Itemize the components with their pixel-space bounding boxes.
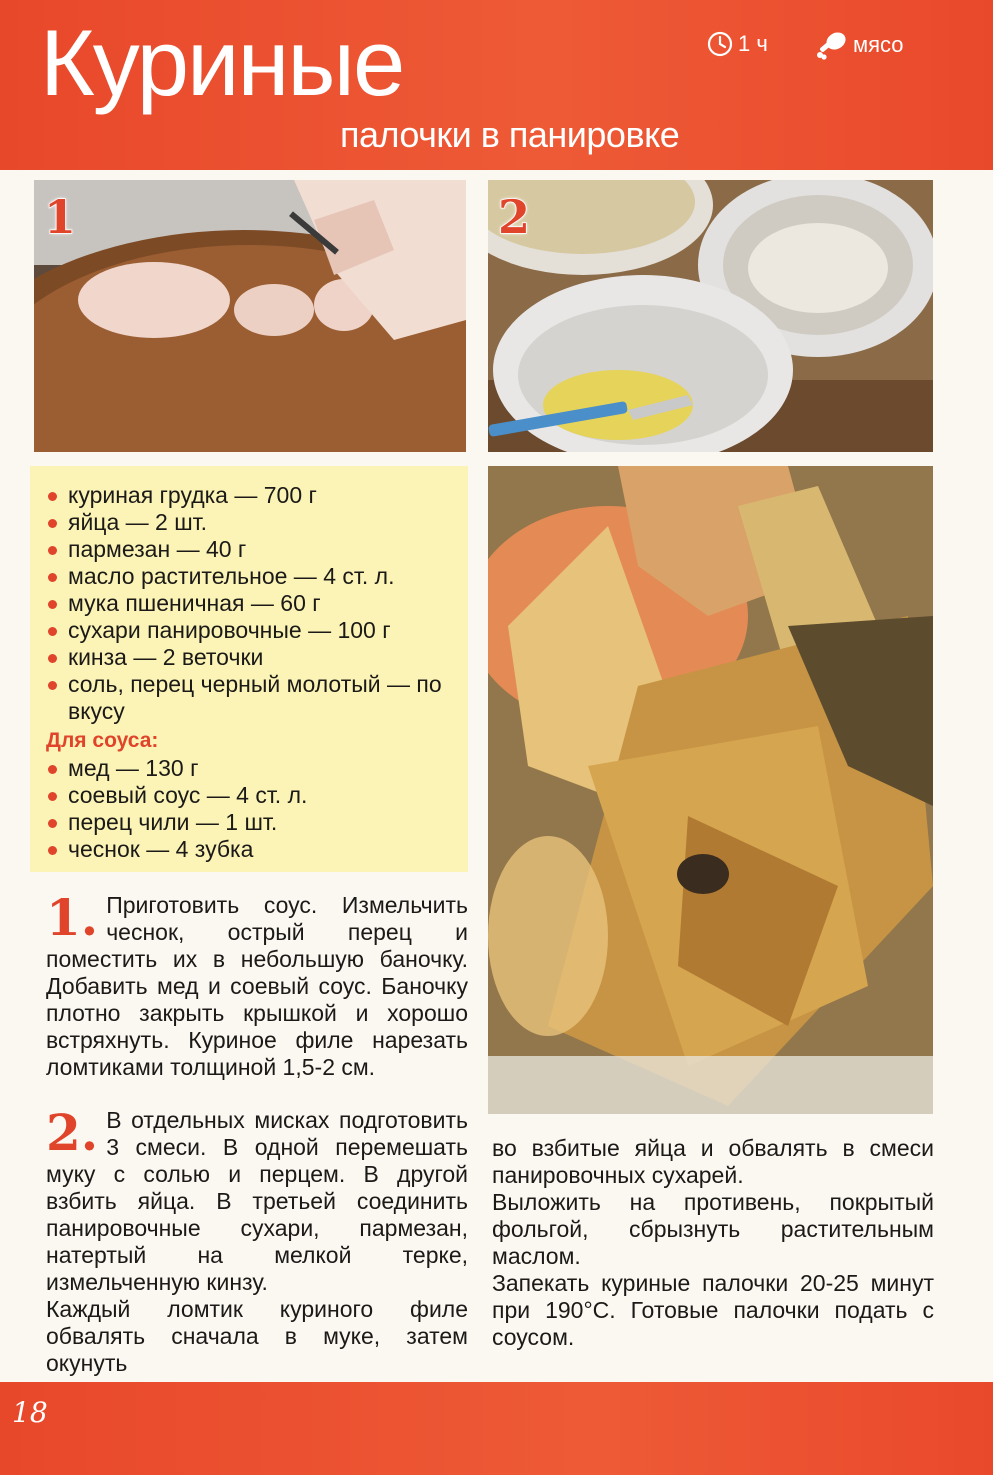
page-number: 18 <box>12 1396 48 1429</box>
step-2-photo <box>488 180 933 452</box>
list-item: соль, перец черный молотый — по вкусу <box>46 671 468 725</box>
footer-banner <box>0 1382 993 1475</box>
list-item: пармезан — 40 г <box>46 536 468 563</box>
finished-dish-photo <box>488 466 933 1114</box>
list-item: мед — 130 г <box>46 755 468 782</box>
clock-icon <box>706 30 734 58</box>
step-2-text-part-1: В отдельных мисках подготовить 3 смеси. В одной перемешать муку с солью и перцем. В другой взбить яйца. В третьей соединить панировочные сухари, пармезан, натертый на мелкой терке, измельченную кинзу. <box>46 1107 468 1295</box>
step-2-continued <box>492 1135 934 1351</box>
step-2-text-part-3: во взбитые яйца и обвалять в смеси панировочных сухарей. <box>492 1135 934 1188</box>
ingredients-box <box>30 466 468 872</box>
recipe-category-label: мясо <box>853 32 904 57</box>
list-item: масло растительное — 4 ст. л. <box>46 563 468 590</box>
step-2 <box>46 1103 468 1377</box>
ingredients-list <box>30 466 468 725</box>
step-2-text-part-2: Каждый ломтик куриного филе обвалять сначала в муке, затем окунуть <box>46 1296 468 1376</box>
cooking-time-value: 1 ч <box>738 31 768 56</box>
step-2-text-part-4: Выложить на противень, покрытый фольгой, сбрызнуть растительным маслом. <box>492 1189 934 1269</box>
list-item: яйца — 2 шт. <box>46 509 468 536</box>
step-2-text-part-5: Запекать куриные палочки 20-25 минут при 190°С. Готовые палочки подать с соусом. <box>492 1270 934 1350</box>
list-item: мука пшеничная — 60 г <box>46 590 468 617</box>
step-2-badge: 2 <box>498 190 531 244</box>
step-1-photo <box>34 180 466 452</box>
list-item: чеснок — 4 зубка <box>46 836 468 863</box>
recipe-subtitle: палочки в панировке <box>340 114 680 155</box>
sauce-ingredients-list <box>30 753 468 863</box>
recipe-title: Куриные <box>40 10 404 115</box>
step-1-text: Приготовить соус. Измельчить чеснок, острый перец и поместить их в небольшую баночку. Добавить мед и соевый соус. Баночку плотно закрыть крышкой и хорошо встряхнуть. Куриное филе нарезать ломтиками толщиной 1,5-2 см. <box>46 892 468 1080</box>
sauce-heading: Для соуса: <box>46 729 159 752</box>
list-item: кинза — 2 веточки <box>46 644 468 671</box>
header-banner <box>0 0 993 170</box>
list-item: соевый соус — 4 ст. л. <box>46 782 468 809</box>
recipe-category <box>815 30 904 60</box>
list-item: куриная грудка — 700 г <box>46 482 468 509</box>
step-1-badge: 1 <box>44 190 77 244</box>
step-1 <box>46 888 468 1081</box>
drumstick-icon <box>815 30 849 60</box>
step-1-number: 1. <box>46 888 99 947</box>
step-2-number: 2. <box>46 1103 99 1162</box>
list-item: сухари панировочные — 100 г <box>46 617 468 644</box>
cooking-time <box>706 30 768 58</box>
list-item: перец чили — 1 шт. <box>46 809 468 836</box>
